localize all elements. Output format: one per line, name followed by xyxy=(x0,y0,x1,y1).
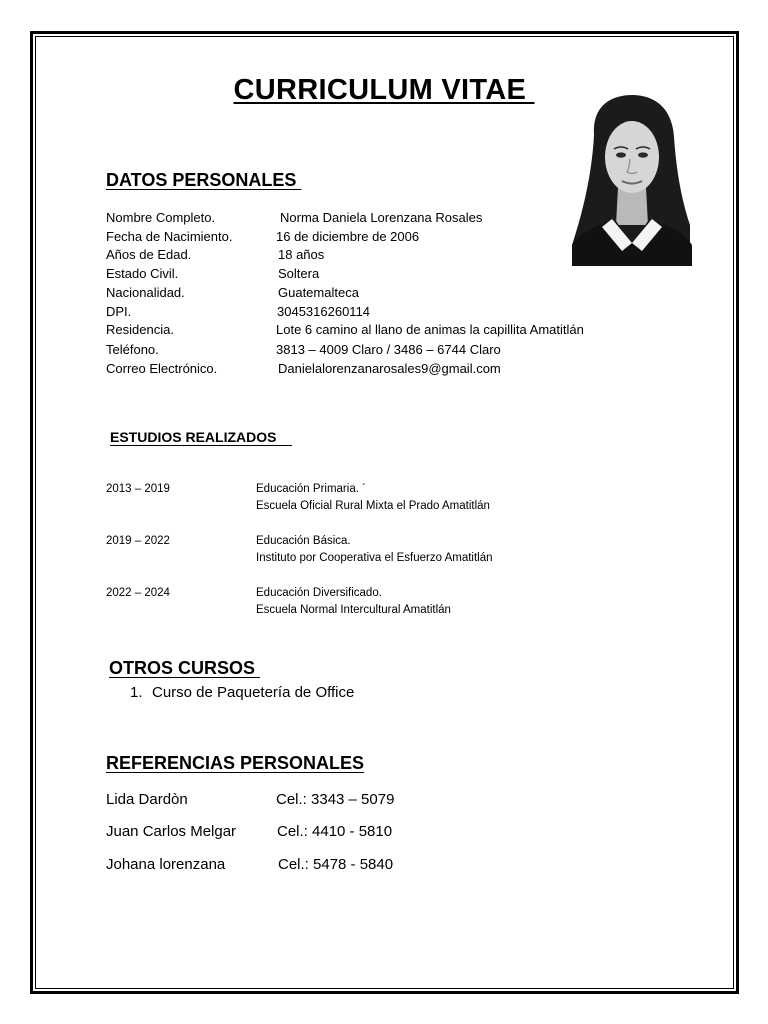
profile-photo xyxy=(572,95,692,266)
personal-data-value: 3813 – 4009 Claro / 3486 – 6744 Claro xyxy=(276,342,501,357)
reference-phone: Cel.: 5478 - 5840 xyxy=(278,856,394,873)
study-level: Educación Diversificado. xyxy=(256,587,382,599)
reference-name: Lida Dardòn xyxy=(106,791,188,808)
course-item xyxy=(130,684,354,701)
personal-data-value: Norma Daniela Lorenzana Rosales xyxy=(280,210,483,225)
study-years: 2022 – 2024 xyxy=(106,587,170,599)
personal-data-value: 16 de diciembre de 2006 xyxy=(276,229,420,244)
personal-data-value: Danielalorenzanarosales9@gmail.com xyxy=(278,361,501,376)
personal-data-label: Teléfono. xyxy=(106,342,159,357)
study-school: Escuela Oficial Rural Mixta el Prado Amatitlán xyxy=(256,500,490,512)
personal-data-label: Nombre Completo. xyxy=(106,210,216,225)
study-years: 2019 – 2022 xyxy=(106,535,170,547)
personal-data-value: Lote 6 camino al llano de animas la capillita Amatitlán xyxy=(276,322,584,337)
study-level: Educación Básica. xyxy=(256,535,351,547)
section-heading-courses: OTROS CURSOS xyxy=(109,658,261,678)
study-detail xyxy=(256,533,493,567)
personal-data-label: DPI. xyxy=(106,304,132,319)
reference-phone: Cel.: 4410 - 5810 xyxy=(277,823,393,840)
study-school: Escuela Normal Intercultural Amatitlán xyxy=(256,604,451,616)
section-heading-personal: DATOS PERSONALES xyxy=(106,170,302,190)
course-text: Curso de Paquetería de Office xyxy=(152,684,355,701)
personal-data-label: Nacionalidad. xyxy=(106,285,185,300)
personal-data-label: Correo Electrónico. xyxy=(106,361,218,376)
study-detail xyxy=(256,481,490,515)
personal-data-value: Soltera xyxy=(278,266,320,281)
personal-data-value: Guatemalteca xyxy=(278,285,359,300)
personal-data-label: Años de Edad. xyxy=(106,247,192,262)
personal-data-value: 3045316260114 xyxy=(277,304,371,319)
section-heading-studies: ESTUDIOS REALIZADOS xyxy=(110,429,293,445)
study-level: Educación Primaria. ´ xyxy=(256,483,366,495)
study-school: Instituto por Cooperativa el Esfuerzo Amatitlán xyxy=(256,552,493,564)
section-heading-references: REFERENCIAS PERSONALES xyxy=(106,753,365,773)
course-number: 1. xyxy=(130,684,143,701)
reference-name: Johana lorenzana xyxy=(106,856,226,873)
reference-phone: Cel.: 3343 – 5079 xyxy=(276,791,395,808)
study-detail xyxy=(256,585,451,619)
reference-name: Juan Carlos Melgar xyxy=(106,823,237,840)
personal-data-label: Fecha de Nacimiento. xyxy=(106,229,233,244)
study-years: 2013 – 2019 xyxy=(106,483,170,495)
page-title: CURRICULUM VITAE xyxy=(233,74,535,106)
personal-data-label: Residencia. xyxy=(106,322,174,337)
personal-data-label: Estado Civil. xyxy=(106,266,179,281)
personal-data-value: 18 años xyxy=(278,247,325,262)
